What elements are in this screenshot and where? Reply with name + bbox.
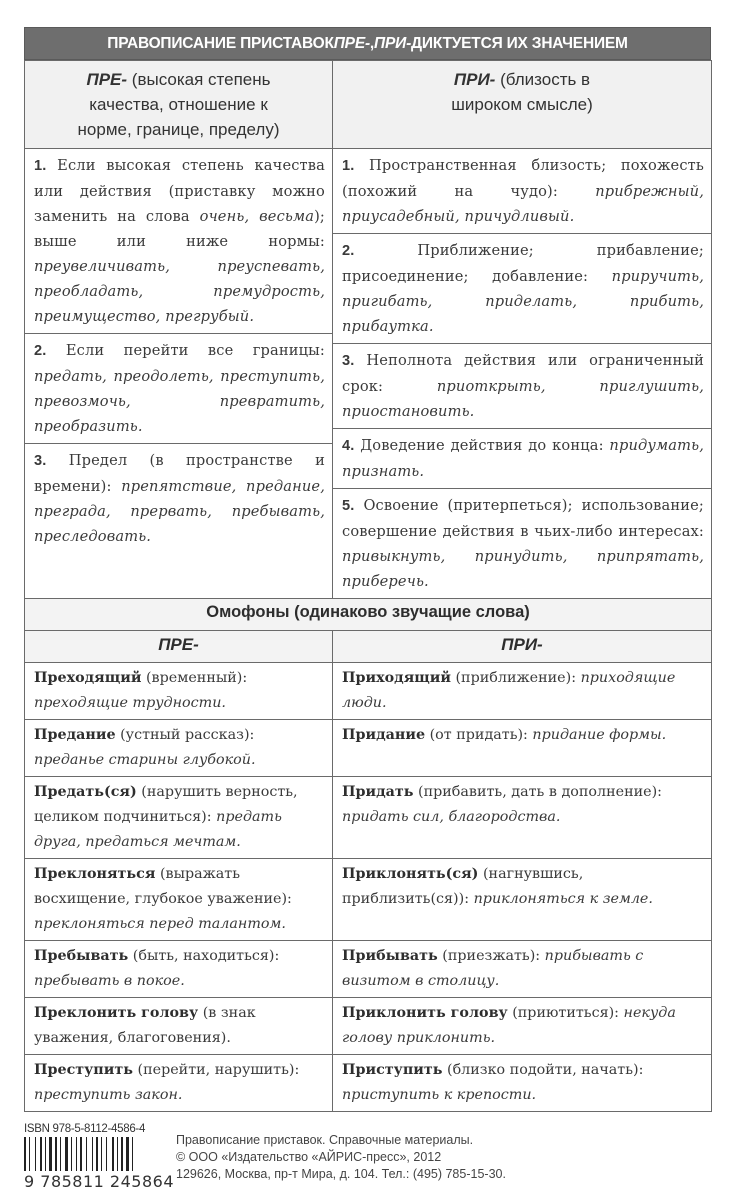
table-row	[25, 777, 712, 859]
barcode-number: 9 785811 245864	[24, 1172, 175, 1191]
barcode-bar	[78, 1137, 79, 1171]
homophone-meaning: (перейти, нарушить):	[132, 1062, 300, 1078]
sheet-title	[24, 27, 711, 60]
barcode-bar	[117, 1137, 118, 1171]
pri-rules-column	[333, 149, 712, 599]
rule-text: Приближение; прибавление; присоединение; добавление:	[342, 242, 704, 285]
homophone-word: Преклонить голову	[34, 1005, 199, 1021]
barcode-bar	[62, 1137, 64, 1171]
rule-text: ); выше или ниже нормы:	[34, 208, 326, 250]
homophone-meaning: (близко подойти, начать):	[442, 1062, 644, 1078]
reference-sheet	[24, 0, 711, 1112]
pre-homophone	[25, 998, 333, 1055]
pri-rule-3	[333, 344, 711, 429]
pre-description: (высокая степень качества, отношение к норме, границе, пределу)	[77, 70, 280, 139]
pre-rules-column	[25, 149, 333, 599]
barcode-bar	[101, 1137, 102, 1171]
barcode-bar	[73, 1137, 75, 1171]
pre-rule-1	[25, 149, 332, 334]
barcode-bar	[80, 1137, 82, 1171]
homophone-word: Приступить	[342, 1062, 443, 1078]
barcode-bar	[92, 1137, 93, 1171]
rule-text: Если перейти все границы:	[46, 342, 325, 359]
barcode-bar	[53, 1137, 54, 1171]
barcode-bar	[31, 1137, 34, 1171]
barcode-bar	[24, 1137, 26, 1171]
rule-text: Освоение (притерпеться); использование; совершение действия в чьих-либо интересах:	[342, 497, 704, 540]
barcode-bar	[83, 1137, 85, 1171]
homophone-meaning: (устный рассказ):	[115, 727, 255, 743]
barcode-bar	[126, 1137, 129, 1171]
pri-header	[333, 61, 712, 149]
homophone-word: Предать(ся)	[34, 784, 137, 800]
pri-homophone	[333, 998, 712, 1055]
homophone-example: преклоняться перед талантом.	[34, 916, 286, 932]
barcode-bar	[103, 1137, 105, 1171]
homophone-word: Приклонять(ся)	[342, 866, 479, 882]
barcode-icon	[24, 1137, 164, 1171]
pri-homophone	[333, 1055, 712, 1112]
homophone-example: преходящие трудности.	[34, 695, 226, 711]
barcode-bar	[112, 1137, 114, 1171]
rule-text: Пространственная близость; похожесть (похожий на чудо):	[342, 157, 704, 200]
barcode-bar	[96, 1137, 98, 1171]
table-row	[25, 1055, 712, 1112]
barcode-bar	[37, 1137, 39, 1171]
barcode-bar	[40, 1137, 42, 1171]
rule-number: 1.	[34, 158, 47, 174]
homophone-word: Придание	[342, 727, 426, 743]
homophone-meaning: (прибавить, дать в дополнение):	[413, 784, 662, 800]
rules-table	[24, 60, 712, 599]
homophone-meaning: (в знак уважения, благоговения).	[34, 1005, 256, 1046]
homophone-word: Придать	[342, 784, 414, 800]
pre-rule-2	[25, 334, 332, 444]
rule-text: Доведение действия до конца:	[354, 437, 610, 454]
title-pri: ПРИ-	[374, 34, 412, 52]
barcode-bar	[65, 1137, 68, 1171]
barcode-bar	[27, 1137, 28, 1171]
homophone-example: некуда голову приклонить.	[342, 1005, 676, 1046]
rule-examples: преувеличивать, преуспевать, преобладать, премудрость, преимущество, прегрубый.	[34, 258, 325, 325]
col-pre-header: ПРЕ-	[25, 631, 333, 663]
rules-header-row	[25, 61, 712, 149]
barcode-bar	[47, 1137, 48, 1171]
rule-number: 2.	[342, 243, 355, 259]
pri-rule-2	[333, 234, 711, 344]
col-pri-header: ПРИ-	[333, 631, 712, 663]
homophone-word: Предание	[34, 727, 116, 743]
homophone-word: Приходящий	[342, 670, 451, 686]
rule-examples: придумать, признать.	[342, 437, 704, 480]
homophone-example: придать сил, благородства.	[342, 809, 561, 825]
rule-examples: привыкнуть, принудить, припрятать, приберечь.	[342, 548, 704, 590]
pre-prefix: ПРЕ-	[86, 70, 128, 89]
pri-prefix: ПРИ-	[453, 70, 496, 89]
barcode-bar	[55, 1137, 57, 1171]
homophone-meaning: (приютиться):	[507, 1005, 624, 1021]
homophone-example: приходящие люди.	[342, 670, 676, 711]
pri-homophone	[333, 941, 712, 998]
rule-examples: приручить, пригибать, приделать, прибить, прибаутка.	[342, 268, 704, 335]
homophone-example: приступить к крепости.	[342, 1087, 537, 1103]
rule-number: 3.	[34, 453, 47, 469]
rule-examples: препятствие, предание, преграда, прервать, пребывать, преследовать.	[34, 478, 325, 545]
rule-number: 3.	[342, 353, 355, 369]
barcode-bar	[115, 1137, 116, 1171]
barcode-bar	[119, 1137, 120, 1171]
rule-text: Неполнота действия или ограниченный срок:	[342, 352, 704, 395]
barcode-bar	[106, 1137, 107, 1171]
isbn: ISBN 978-5-8112-4586-4	[24, 1123, 146, 1135]
barcode-bar	[35, 1137, 36, 1171]
table-row	[25, 998, 712, 1055]
pri-rule-1	[333, 149, 711, 234]
pre-homophone	[25, 859, 333, 941]
homophone-meaning: (быть, находиться):	[128, 948, 280, 964]
pre-homophone	[25, 1055, 333, 1112]
homophones-title: Омофоны (одинаково звучащие слова)	[25, 599, 712, 631]
barcode-bar	[108, 1137, 111, 1171]
homophone-meaning: (нарушить верность, целиком подчиниться):	[34, 784, 298, 825]
homophone-meaning: (приближение):	[450, 670, 581, 686]
homophone-meaning: (выражать восхищение, глубокое уважение):	[34, 866, 292, 907]
table-row	[25, 720, 712, 777]
rule-examples: приоткрыть, приглушить, приостановить.	[342, 378, 704, 420]
rule-text: Предел (в пространстве и времени):	[34, 452, 325, 495]
barcode-bar	[86, 1137, 87, 1171]
table-row	[25, 663, 712, 720]
homophone-word: Приклонить голову	[342, 1005, 508, 1021]
publication-title: Правописание приставок. Справочные материалы.	[176, 1133, 474, 1147]
imprint-footer	[24, 1122, 714, 1191]
homophone-example: предать друга, предаться мечтам.	[34, 809, 282, 850]
homophones-title-row	[25, 599, 712, 631]
homophone-meaning: (временный):	[141, 670, 248, 686]
title-pre: ПРЕ-	[333, 34, 370, 52]
homophones-header-row	[25, 631, 712, 663]
homophone-example: преступить закон.	[34, 1087, 183, 1103]
homophone-meaning: (приезжать):	[437, 948, 545, 964]
barcode-bar	[49, 1137, 52, 1171]
homophone-example: пребывать в покое.	[34, 973, 185, 989]
table-row	[25, 859, 712, 941]
barcode-bar	[69, 1137, 70, 1171]
pre-homophone	[25, 941, 333, 998]
barcode-bar	[58, 1137, 59, 1171]
pri-rule-5	[333, 489, 711, 598]
rule-number: 2.	[34, 343, 47, 359]
table-row	[25, 941, 712, 998]
pre-homophone	[25, 777, 333, 859]
rule-example: очень, весьма	[199, 208, 315, 225]
barcode-bar	[94, 1137, 95, 1171]
barcode-bar	[134, 1137, 136, 1171]
rules-body-row	[25, 149, 712, 599]
copyright: © ООО «Издательство «АЙРИС-пресс», 2012	[176, 1150, 442, 1164]
rule-examples: прибрежный, приусадебный, причудливый.	[342, 183, 704, 225]
rule-number: 1.	[342, 158, 355, 174]
homophone-word: Преклоняться	[34, 866, 156, 882]
barcode-bar	[124, 1137, 125, 1171]
barcode-bar	[29, 1137, 30, 1171]
homophone-meaning: (нагнувшись, приблизить(ся)):	[342, 866, 584, 907]
pre-header	[25, 61, 333, 149]
barcode-bar	[45, 1137, 46, 1171]
homophone-word: Пребывать	[34, 948, 129, 964]
pre-rule-3	[25, 444, 332, 553]
pri-homophone	[333, 859, 712, 941]
publisher-info	[176, 1122, 506, 1183]
pri-homophone	[333, 720, 712, 777]
title-text-2: ДИКТУЕТСЯ ИХ ЗНАЧЕНИЕМ	[411, 34, 628, 52]
barcode-bar	[43, 1137, 44, 1171]
barcode-bar	[60, 1137, 61, 1171]
barcode-bar	[132, 1137, 133, 1171]
pri-homophone	[333, 663, 712, 720]
homophone-example: придание формы.	[532, 727, 667, 743]
barcode-bar	[71, 1137, 72, 1171]
rule-number: 5.	[342, 498, 355, 514]
homophone-meaning: (от придать):	[425, 727, 533, 743]
publisher-address: 129626, Москва, пр-т Мира, д. 104. Тел.: (495) 785-15-30.	[176, 1167, 506, 1181]
barcode-bar	[121, 1137, 123, 1171]
pre-homophone	[25, 663, 333, 720]
pre-homophone	[25, 720, 333, 777]
rule-number: 4.	[342, 438, 355, 454]
homophone-word: Прибывать	[342, 948, 438, 964]
homophones-table	[24, 598, 712, 1112]
barcode-bar	[88, 1137, 91, 1171]
homophone-example: приклоняться к земле.	[473, 891, 653, 907]
title-sep: ,	[369, 34, 375, 52]
rule-examples: предать, преодолеть, преступить, превозмочь, превратить, преобразить.	[34, 368, 325, 435]
rule-text: Если высокая степень качества или действия (приставку можно заменить на слова	[34, 157, 325, 225]
title-text-1: ПРАВОПИСАНИЕ ПРИСТАВОК	[107, 34, 334, 52]
barcode-bar	[130, 1137, 131, 1171]
pri-homophone	[333, 777, 712, 859]
isbn-barcode-block	[24, 1122, 175, 1191]
pri-description: (близость в широком смысле)	[451, 70, 593, 114]
barcode-bar	[76, 1137, 77, 1171]
homophone-example: прибывать с визитом в столицу.	[342, 948, 644, 989]
homophone-example: преданье старины глубокой.	[34, 752, 256, 768]
barcode-bar	[99, 1137, 100, 1171]
homophone-word: Преступить	[34, 1062, 133, 1078]
homophone-word: Преходящий	[34, 670, 142, 686]
pri-rule-4	[333, 429, 711, 489]
